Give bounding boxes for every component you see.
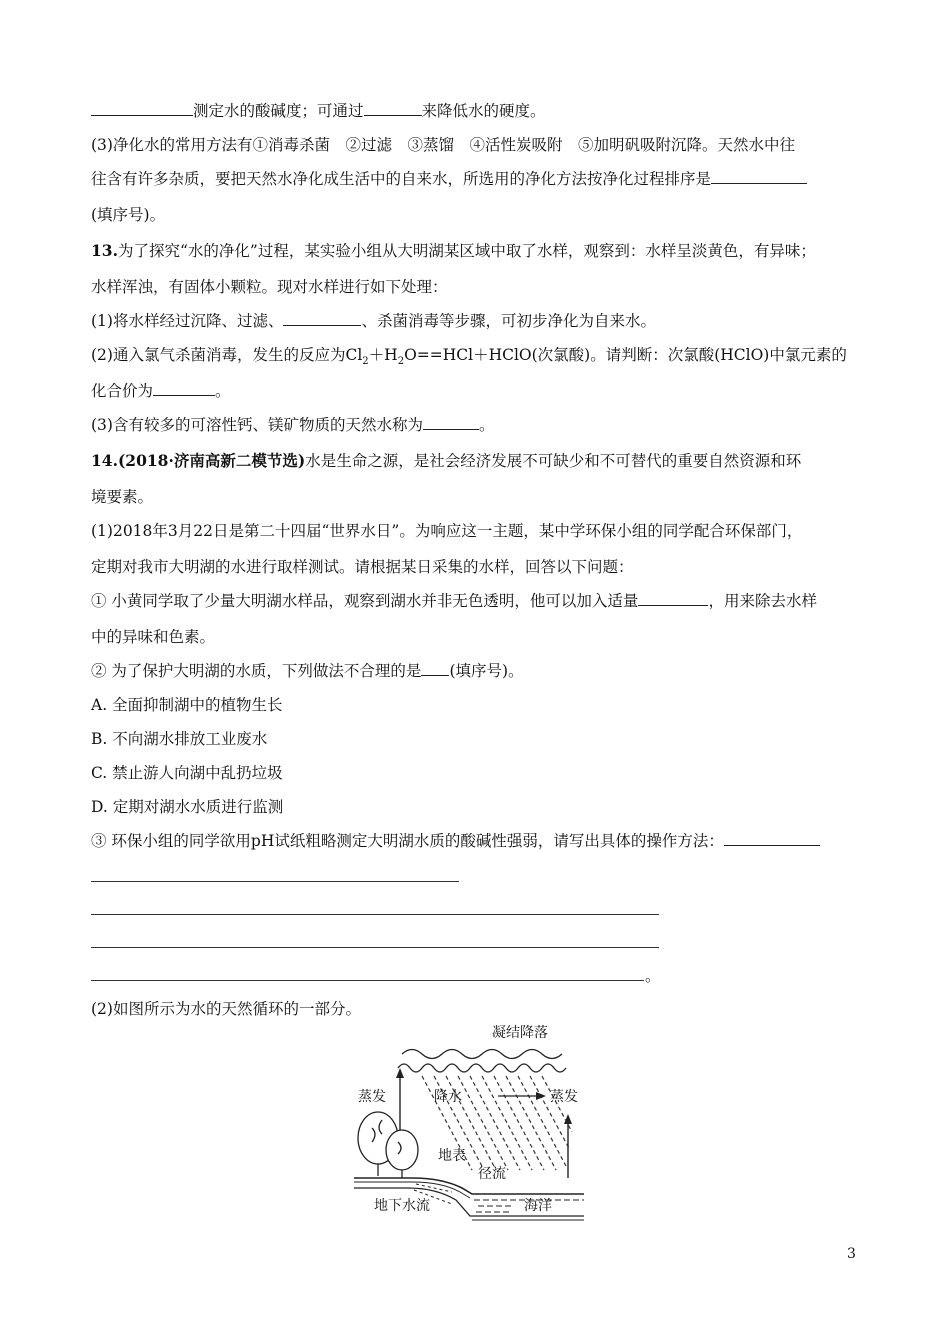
end-period: 。 — [645, 967, 661, 985]
answer-line[interactable] — [91, 881, 459, 882]
answer-blank[interactable] — [423, 414, 479, 430]
trees-icon — [358, 1112, 418, 1178]
answer-blank[interactable] — [724, 830, 820, 846]
question-source: (2018·济南高新二模节选) — [117, 451, 306, 470]
q12-part3-line1: (3)净化水的常用方法有①消毒杀菌 ②过滤 ③蒸馏 ④活性炭吸附 ⑤加明矾吸附沉降。天然水中往 — [91, 136, 795, 154]
label-groundwater: 地下水流 — [374, 1198, 430, 1214]
q12-part3-line2: 往含有许多杂质，要把天然水净化成生活中的自来水，所选用的净化方法按净化过程排序是 — [91, 168, 861, 190]
q12-line1: 测定水的酸碱度；可通过 来降低水的硬度。 — [91, 100, 861, 122]
answer-blank[interactable] — [364, 100, 422, 116]
q14-intro-line1: 14.(2018·济南高新二模节选)水是生命之源，是社会经济发展不可缺少和不可替代的重要自然资源和环 — [91, 451, 802, 470]
q14-intro-line2: 境要素。 — [91, 488, 154, 506]
cloud-upper-line — [402, 1050, 562, 1059]
q14-s2: ② 为了保护大明湖的水质，下列做法不合理的是 (填序号)。 — [91, 662, 524, 680]
answer-blank[interactable] — [711, 168, 807, 184]
page-number: 3 — [847, 1246, 856, 1262]
cloud-lower-line — [398, 1064, 566, 1072]
arrow-head-icon — [536, 1092, 546, 1100]
question-number: 14. — [91, 451, 118, 470]
label-runoff: 径流 — [478, 1166, 506, 1182]
water-cycle-figure — [352, 1020, 588, 1226]
answer-blank[interactable] — [638, 590, 708, 606]
q13-part1: (1)将水样经过沉降、过滤、 、杀菌消毒等步骤，可初步净化为自来水。 — [91, 312, 656, 330]
q14-s1-line1: ① 小黄同学取了少量大明湖水样品，观察到湖水并非无色透明，他可以加入适量 ，用来除去水样 — [91, 592, 817, 610]
q14-s3: ③ 环保小组的同学欲用pH试纸粗略测定大明湖水质的酸碱性强弱，请写出具体的操作方法： — [91, 830, 861, 852]
q13-intro-line2: 水样浑浊，有固体小颗粒。现对水样进行如下处理： — [91, 278, 448, 296]
q12-part3-line3: (填序号)。 — [91, 206, 166, 224]
label-surface: 地表 — [438, 1148, 466, 1164]
arrow-head-icon — [396, 1068, 404, 1078]
q14-p2: (2)如图所示为水的天然循环的一部分。 — [91, 1000, 361, 1018]
label-rain: 降水 — [434, 1089, 462, 1105]
answer-line[interactable] — [91, 914, 659, 915]
answer-blank[interactable] — [91, 100, 193, 116]
label-evap-left: 蒸发 — [358, 1089, 386, 1105]
option-c: C. 禁止游人向湖中乱扔垃圾 — [91, 764, 283, 782]
q14-p1-line1: (1)2018年3月22日是第二十四届“世界水日”。为响应这一主题，某中学环保小组的同学配合环保部门， — [91, 522, 803, 540]
question-number: 13. — [91, 241, 118, 260]
q13-part2-line1: (2)通入氯气杀菌消毒，发生的反应为$Cl_2+H_2O==HCl+HClO$(次氯酸)。请判断：次氯酸(HClO)中氯元素的 — [91, 346, 847, 368]
label-condense: 凝结降落 — [492, 1025, 548, 1041]
q14-s1-line2: 中的异味和色素。 — [91, 628, 216, 646]
answer-blank[interactable] — [283, 310, 361, 326]
arrow-head-icon — [564, 1114, 572, 1124]
q13-intro-line1: 13.为了探究“水的净化”过程，某实验小组从大明湖某区域中取了水样，观察到：水样呈淡黄色，有异味； — [91, 241, 816, 260]
answer-blank[interactable] — [153, 380, 215, 396]
q13-part2-line2: 化合价为 。 — [91, 382, 231, 400]
water-cycle-diagram — [352, 1020, 588, 1226]
answer-line[interactable] — [91, 980, 644, 981]
option-d: D. 定期对湖水水质进行监测 — [91, 798, 284, 816]
ground-surface — [354, 1178, 584, 1194]
option-a: A. 全面抑制湖中的植物生长 — [91, 696, 283, 714]
q13-part3: (3)含有较多的可溶性钙、镁矿物质的天然水称为 。 — [91, 416, 495, 434]
label-evap-right: 蒸发 — [550, 1089, 578, 1105]
q14-p1-line2: 定期对我市大明湖的水进行取样测试。请根据某日采集的水样，回答以下问题： — [91, 558, 634, 576]
answer-line[interactable] — [91, 947, 659, 948]
option-b: B. 不向湖水排放工业废水 — [91, 730, 268, 748]
answer-blank[interactable] — [421, 660, 449, 676]
label-ocean: 海洋 — [524, 1198, 552, 1214]
